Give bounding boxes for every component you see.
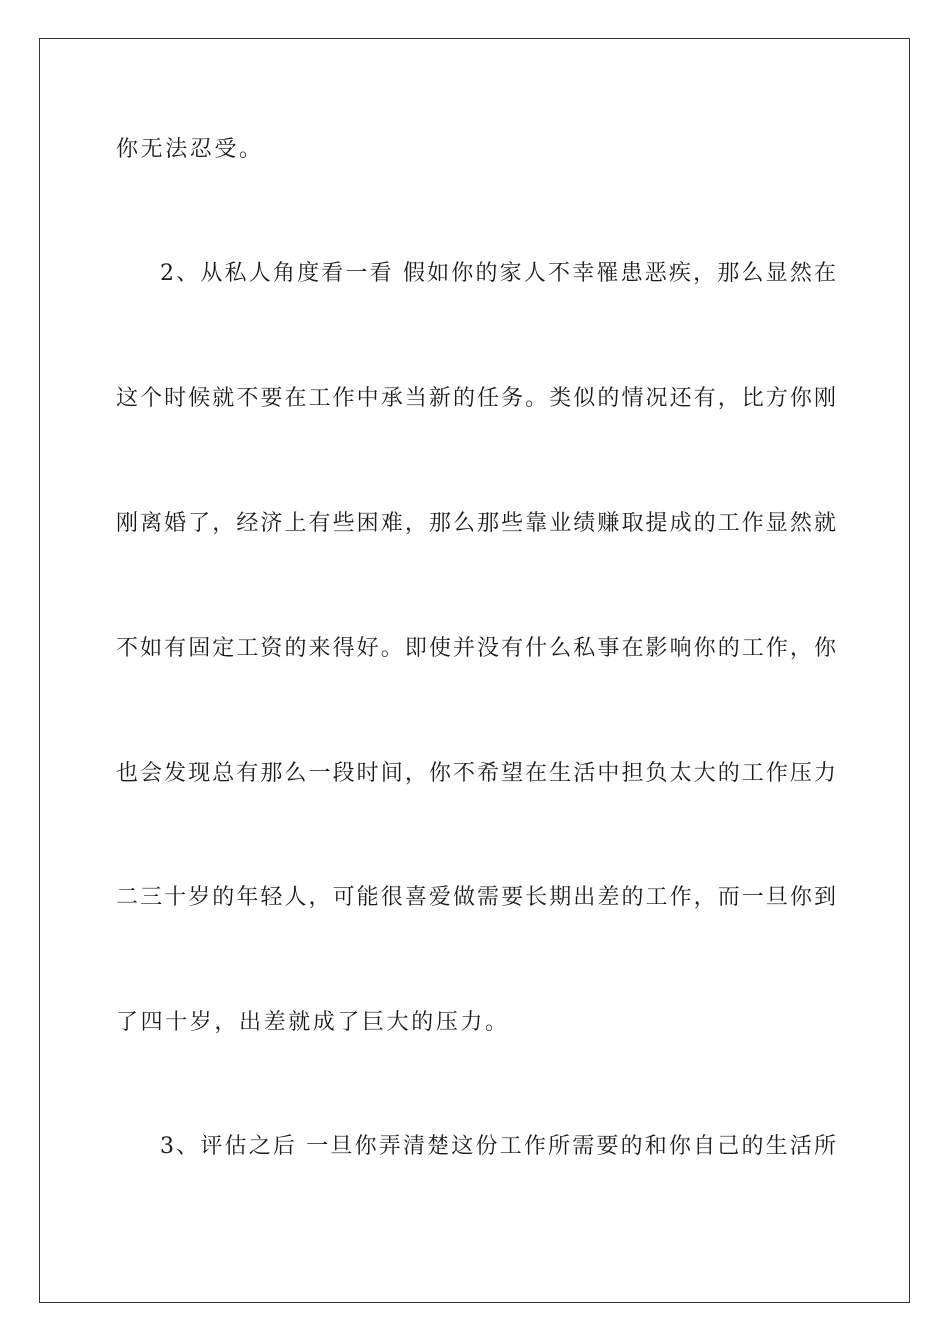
text-line-5: 不如有固定工资的来得好。即使并没有什么私事在影响你的工作，你 (116, 636, 836, 661)
page-border (39, 38, 910, 1303)
text-line-6: 也会发现总有那么一段时间，你不希望在生活中担负太大的工作压力 (116, 761, 836, 786)
text-line-4: 刚离婚了，经济上有些困难，那么那些靠业绩赚取提成的工作显然就 (116, 511, 836, 536)
text-line-8: 了四十岁，出差就成了巨大的压力。 (116, 1010, 510, 1035)
paragraph-2-heading-line: 2、从私人角度看一看 假如你的家人不幸罹患恶疾，那么显然在 (160, 261, 836, 286)
paragraph-3-heading-line: 3、评估之后 一旦你弄清楚这份工作所需要的和你自己的生活所 (160, 1134, 836, 1159)
text-line-7: 二三十岁的年轻人，可能很喜爱做需要长期出差的工作，而一旦你到 (116, 885, 836, 910)
text-line-1: 你无法忍受。 (116, 137, 264, 162)
text-line-3: 这个时候就不要在工作中承当新的任务。类似的情况还有，比方你刚 (116, 386, 836, 411)
